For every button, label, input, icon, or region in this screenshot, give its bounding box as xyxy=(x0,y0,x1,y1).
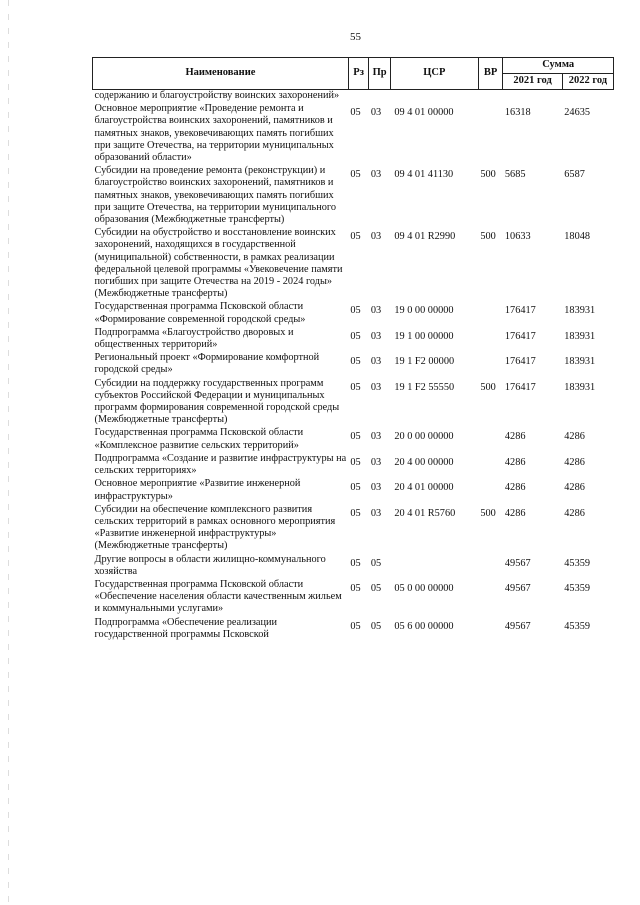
row-2022: 45359 xyxy=(564,620,591,632)
header-2022: 2022 год xyxy=(562,74,613,90)
row-vr: 500 xyxy=(480,231,496,243)
row-2021: 10633 xyxy=(504,231,531,243)
row-pr: 03 xyxy=(370,169,382,181)
row-csr: 19 1 00 00000 xyxy=(394,330,454,342)
row-vr xyxy=(478,478,503,503)
row-rz: 05 xyxy=(350,330,361,342)
table-row xyxy=(93,301,614,326)
budget-table xyxy=(92,57,614,642)
row-pr: 03 xyxy=(370,330,382,342)
header-pr: Пр xyxy=(369,58,390,90)
row-pr: 03 xyxy=(370,456,382,468)
row-csr: 19 1 F2 55550 xyxy=(394,381,455,393)
row-vr: 500 xyxy=(480,381,496,393)
row-pr: 03 xyxy=(370,381,382,393)
row-2021: 176417 xyxy=(504,356,536,368)
row-csr: 19 1 F2 00000 xyxy=(394,356,455,368)
row-name: Субсидии на поддержку государственных программ субъектов Российской Федерации и муниципальных программ формирования современной городской среды (Межбюджетные трансферты) xyxy=(94,377,340,426)
table-row xyxy=(93,227,614,301)
row-pr: 03 xyxy=(370,231,382,243)
row-pr: 05 xyxy=(370,582,382,594)
row-pr: 05 xyxy=(370,557,382,569)
row-name: содержанию и благоустройству воинских захоронений» xyxy=(94,90,340,101)
row-2021: 16318 xyxy=(504,107,531,119)
row-rz: 05 xyxy=(350,381,361,393)
row-2022: 4286 xyxy=(564,482,585,494)
row-rz: 05 xyxy=(350,582,361,594)
row-csr: 19 0 00 00000 xyxy=(394,305,454,317)
row-name: Основное мероприятие «Развитие инженерной инфраструктуры» xyxy=(94,478,301,502)
row-2022: 183931 xyxy=(564,305,596,317)
row-pr: 03 xyxy=(370,356,382,368)
row-name: Другие вопросы в области жилищно-коммунального хозяйства xyxy=(94,553,326,577)
row-name: Государственная программа Псковской области «Формирование современной городской среды» xyxy=(94,301,306,325)
row-name: Подпрограмма «Создание и развитие инфраструктуры на сельских территориях» xyxy=(94,452,347,477)
row-csr: 05 0 00 00000 xyxy=(394,582,454,594)
row-2021: 49567 xyxy=(504,582,531,594)
table-row xyxy=(93,427,614,452)
row-vr xyxy=(478,579,503,617)
row-2022: 18048 xyxy=(564,231,591,243)
table-row xyxy=(93,478,614,503)
table-row xyxy=(93,327,614,352)
table-row xyxy=(93,617,614,642)
row-2021: 176417 xyxy=(504,305,536,317)
row-vr xyxy=(478,301,503,326)
row-name: Государственная программа Псковской области «Обеспечение населения области качественным жильем и коммунальными услугами» xyxy=(94,578,342,615)
row-2021: 49567 xyxy=(504,557,531,569)
table-row xyxy=(93,378,614,428)
row-2021: 4286 xyxy=(504,507,526,519)
table-row xyxy=(93,352,614,377)
table-row xyxy=(93,453,614,478)
row-csr: 20 4 01 R5760 xyxy=(394,507,456,519)
table-row xyxy=(93,103,614,165)
row-vr xyxy=(478,103,503,165)
row-csr: 20 0 00 00000 xyxy=(394,431,454,443)
row-2022: 183931 xyxy=(564,356,596,368)
row-vr: 500 xyxy=(480,169,496,181)
row-pr: 03 xyxy=(370,431,382,443)
row-pr: 03 xyxy=(370,107,382,119)
table-header xyxy=(93,58,614,90)
row-pr: 03 xyxy=(370,482,382,494)
row-pr: 03 xyxy=(370,507,382,519)
row-2021: 49567 xyxy=(504,620,531,632)
row-vr xyxy=(478,90,503,104)
row-2021: 4286 xyxy=(504,431,526,443)
row-2022: 4286 xyxy=(564,507,585,519)
header-sum: Сумма xyxy=(503,58,614,74)
header-rz: Рз xyxy=(348,58,368,90)
row-rz: 05 xyxy=(350,356,361,368)
row-vr xyxy=(478,427,503,452)
row-csr: 09 4 01 R2990 xyxy=(394,231,456,243)
header-name: Наименование xyxy=(93,58,349,90)
table-row xyxy=(93,165,614,227)
row-rz: 05 xyxy=(350,482,361,494)
table-row xyxy=(93,554,614,579)
table-row xyxy=(93,579,614,617)
table-row xyxy=(93,90,614,104)
row-csr: 09 4 01 41130 xyxy=(394,169,454,181)
row-pr: 03 xyxy=(370,305,382,317)
row-2022: 183931 xyxy=(564,330,596,342)
row-vr xyxy=(478,327,503,352)
row-pr xyxy=(369,90,390,104)
row-name: Субсидии на проведение ремонта (реконструкции) и благоустройство воинских захоронений, памятников и памятных знаков, увековечивающих память погибших при защите Отечества, на территории муниципального образования (Межбюджетные трансферты) xyxy=(94,165,337,226)
row-vr xyxy=(478,453,503,478)
row-name: Субсидии на обеспечение комплексного развития сельских территорий в рамках основного мероприятия «Развитие инженерной инфраструктуры» (Межбюджетные трансферты) xyxy=(94,503,336,552)
row-2022: 4286 xyxy=(564,456,585,468)
row-rz: 05 xyxy=(350,305,361,317)
row-vr xyxy=(478,554,503,579)
row-csr xyxy=(390,90,478,104)
row-vr xyxy=(478,617,503,642)
row-csr: 20 4 00 00000 xyxy=(394,456,454,468)
row-rz: 05 xyxy=(350,431,361,443)
header-csr: ЦСР xyxy=(390,58,478,90)
row-rz: 05 xyxy=(350,620,361,632)
row-2022: 4286 xyxy=(564,431,585,443)
page-number: 55 xyxy=(350,31,361,43)
row-rz: 05 xyxy=(350,107,361,119)
row-2021: 4286 xyxy=(504,482,526,494)
row-vr xyxy=(478,352,503,377)
row-2021: 5685 xyxy=(504,169,526,181)
row-rz: 05 xyxy=(350,507,361,519)
row-2021: 4286 xyxy=(504,456,526,468)
row-rz xyxy=(348,90,368,104)
row-csr: 09 4 01 00000 xyxy=(394,107,454,119)
row-2021: 176417 xyxy=(504,330,536,342)
row-rz: 05 xyxy=(350,169,361,181)
row-2022: 24635 xyxy=(564,107,591,119)
row-rz: 05 xyxy=(350,456,361,468)
row-2022: 45359 xyxy=(564,582,591,594)
row-name: Субсидии на обустройство и восстановление воинских захоронений, находящихся в государственной (муниципальной) собственности, в рамках реализации федеральной целевой программы «Увековечение памяти погибших при защите Отечества на 2019 - 2024 годы» (Межбюджетные трансферты) xyxy=(94,227,343,300)
row-2022 xyxy=(562,90,613,104)
row-pr: 05 xyxy=(370,620,382,632)
row-csr xyxy=(390,554,478,579)
row-name: Подпрограмма «Благоустройство дворовых и общественных территорий» xyxy=(94,326,294,351)
row-name: Региональный проект «Формирование комфортной городской среды» xyxy=(94,352,320,376)
table-row xyxy=(93,504,614,554)
row-2021 xyxy=(503,90,562,104)
row-2022: 183931 xyxy=(564,381,596,393)
row-vr: 500 xyxy=(480,507,496,519)
row-csr: 05 6 00 00000 xyxy=(394,620,454,632)
row-rz: 05 xyxy=(350,231,361,243)
header-2021: 2021 год xyxy=(503,74,562,90)
scan-edge xyxy=(8,0,9,905)
row-name: Подпрограмма «Обеспечение реализации государственной программы Псковской xyxy=(94,616,278,640)
header-vr: ВР xyxy=(478,58,503,90)
row-2022: 6587 xyxy=(564,169,585,181)
table-body xyxy=(93,90,614,642)
row-name: Государственная программа Псковской области «Комплексное развитие сельских территорий» xyxy=(94,427,304,451)
row-2021: 176417 xyxy=(504,381,536,393)
row-csr: 20 4 01 00000 xyxy=(394,482,454,494)
row-name: Основное мероприятие «Проведение ремонта и благоустройства воинских захоронений, памятников и памятных знаков, увековечивающих память погибших при защите Отечества, на территории муниципальных образований области» xyxy=(94,103,334,164)
row-2022: 45359 xyxy=(564,557,591,569)
row-rz: 05 xyxy=(350,557,361,569)
